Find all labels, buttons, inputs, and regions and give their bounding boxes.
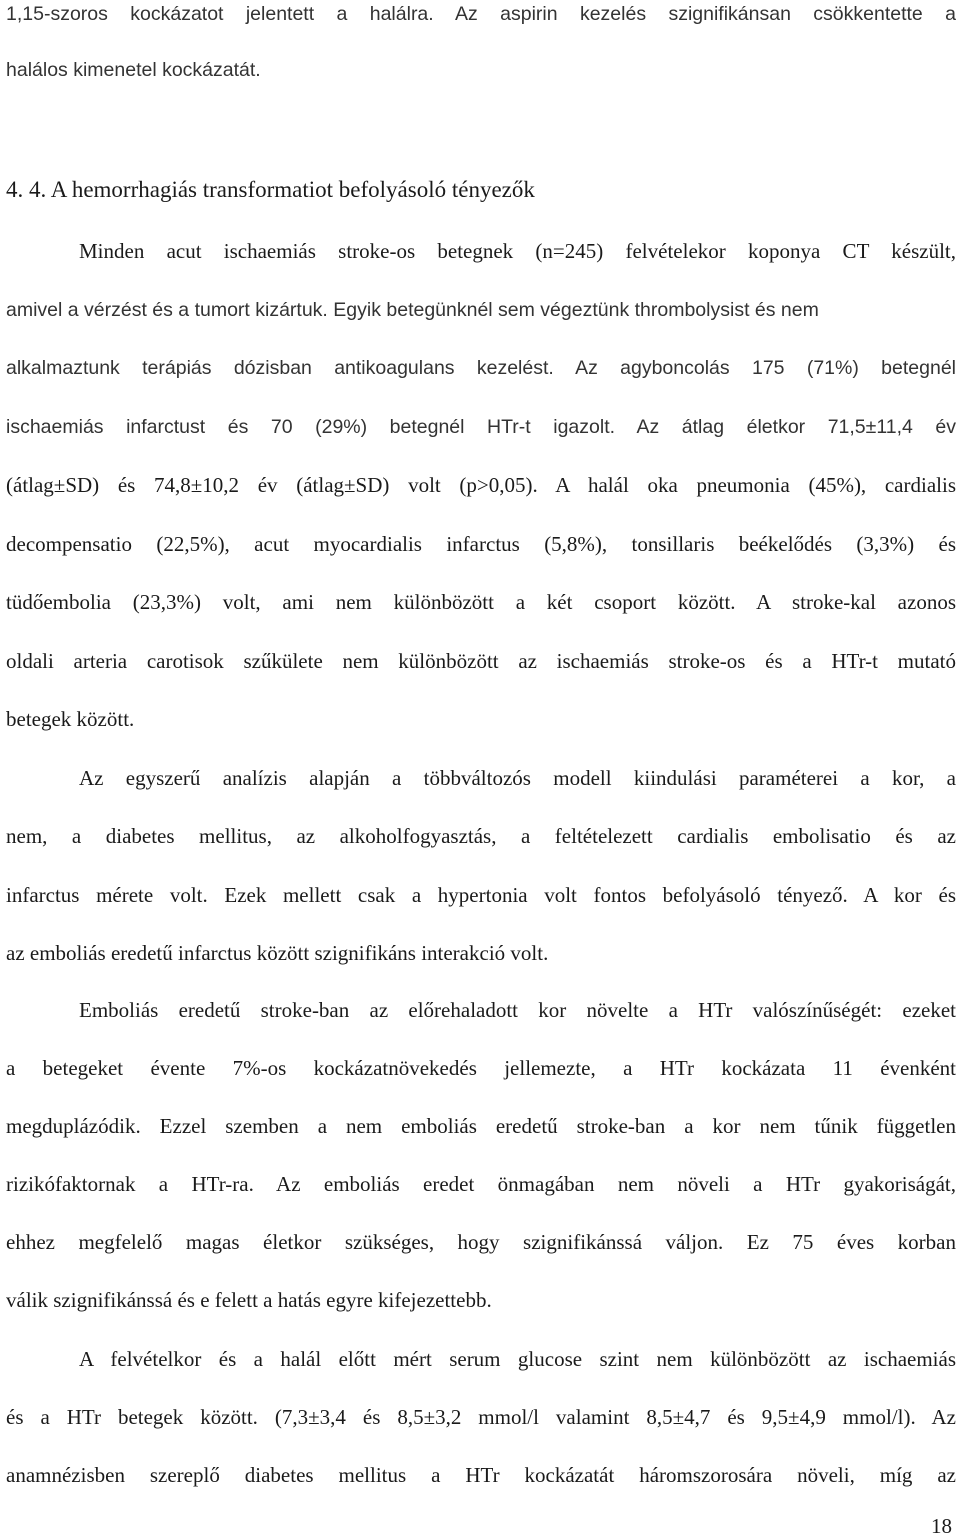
text-line: decompensatio (22,5%), acut myocardialis infarctus (5,8%), tonsillaris beékelődés (3,3%) és (6, 532, 956, 556)
text-line: nem, a diabetes mellitus, az alkoholfogyasztás, a feltételezett cardialis embolisatio és az (6, 824, 956, 848)
text-line: rizikófaktornak a HTr-ra. Az emboliás eredet önmagában nem növeli a HTr gyakoriságát, (6, 1172, 956, 1196)
text-line: 1,15-szoros kockázatot jelentett a halálra. Az aspirin kezelés szignifikánsan csökkentette a (6, 3, 956, 25)
text-line: az emboliás eredetű infarctus között szignifikáns interakció volt. (6, 941, 549, 965)
text-line: (átlag±SD) és 74,8±10,2 év (átlag±SD) volt (p>0,05). A halál oka pneumonia (45%), cardialis (6, 473, 956, 497)
text-line: anamnézisben szereplő diabetes mellitus a HTr kockázatát háromszorosára növeli, míg az (6, 1463, 956, 1487)
text-line: betegek között. (6, 707, 135, 731)
section-heading: 4. 4. A hemorrhagiás transformatiot befolyásoló tényezők (6, 177, 535, 202)
text-line: alkalmaztunk terápiás dózisban antikoagulans kezelést. Az agyboncolás 175 (71%) betegnél (6, 357, 956, 379)
text-line: Emboliás eredetű stroke-ban az előrehaladott kor növelte a HTr valószínűségét: ezeket (79, 998, 956, 1022)
text-line: a betegeket évente 7%-os kockázatnövekedés jellemezte, a HTr kockázata 11 évenként (6, 1056, 956, 1080)
text-line: megduplázódik. Ezzel szemben a nem emboliás eredetű stroke-ban a kor nem tűnik független (6, 1114, 956, 1138)
text-line: A felvételkor és a halál előtt mért serum glucose szint nem különbözött az ischaemiás (79, 1347, 956, 1371)
text-line: oldali arteria carotisok szűkülete nem különbözött az ischaemiás stroke-os és a HTr-t mutató (6, 649, 956, 673)
text-line: halálos kimenetel kockázatát. (6, 59, 261, 81)
text-line: és a HTr betegek között. (7,3±3,4 és 8,5±3,2 mmol/l valamint 8,5±4,7 és 9,5±4,9 mmol/l). Az (6, 1405, 956, 1429)
text-line: ehhez megfelelő magas életkor szükséges, hogy szignifikánssá váljon. Ez 75 éves korban (6, 1230, 956, 1254)
text-line: Az egyszerű analízis alapján a többváltozós modell kiindulási paraméterei a kor, a (79, 766, 956, 790)
text-line: infarctus mérete volt. Ezek mellett csak a hypertonia volt fontos befolyásoló tényező. A kor és (6, 883, 956, 907)
text-line: amivel a vérzést és a tumort kizártuk. Egyik betegünknél sem végeztünk thrombolysist és nem (6, 299, 819, 321)
text-line: ischaemiás infarctust és 70 (29%) betegnél HTr-t igazolt. Az átlag életkor 71,5±11,4 év (6, 416, 956, 438)
text-line: Minden acut ischaemiás stroke-os betegnek (n=245) felvételekor koponya CT készült, (79, 239, 956, 263)
text-line: válik szignifikánssá és e felett a hatás egyre kifejezettebb. (6, 1288, 492, 1312)
page-number: 18 (931, 1514, 952, 1538)
text-line: tüdőembolia (23,3%) volt, ami nem különbözött a két csoport között. A stroke-kal azonos (6, 590, 956, 614)
